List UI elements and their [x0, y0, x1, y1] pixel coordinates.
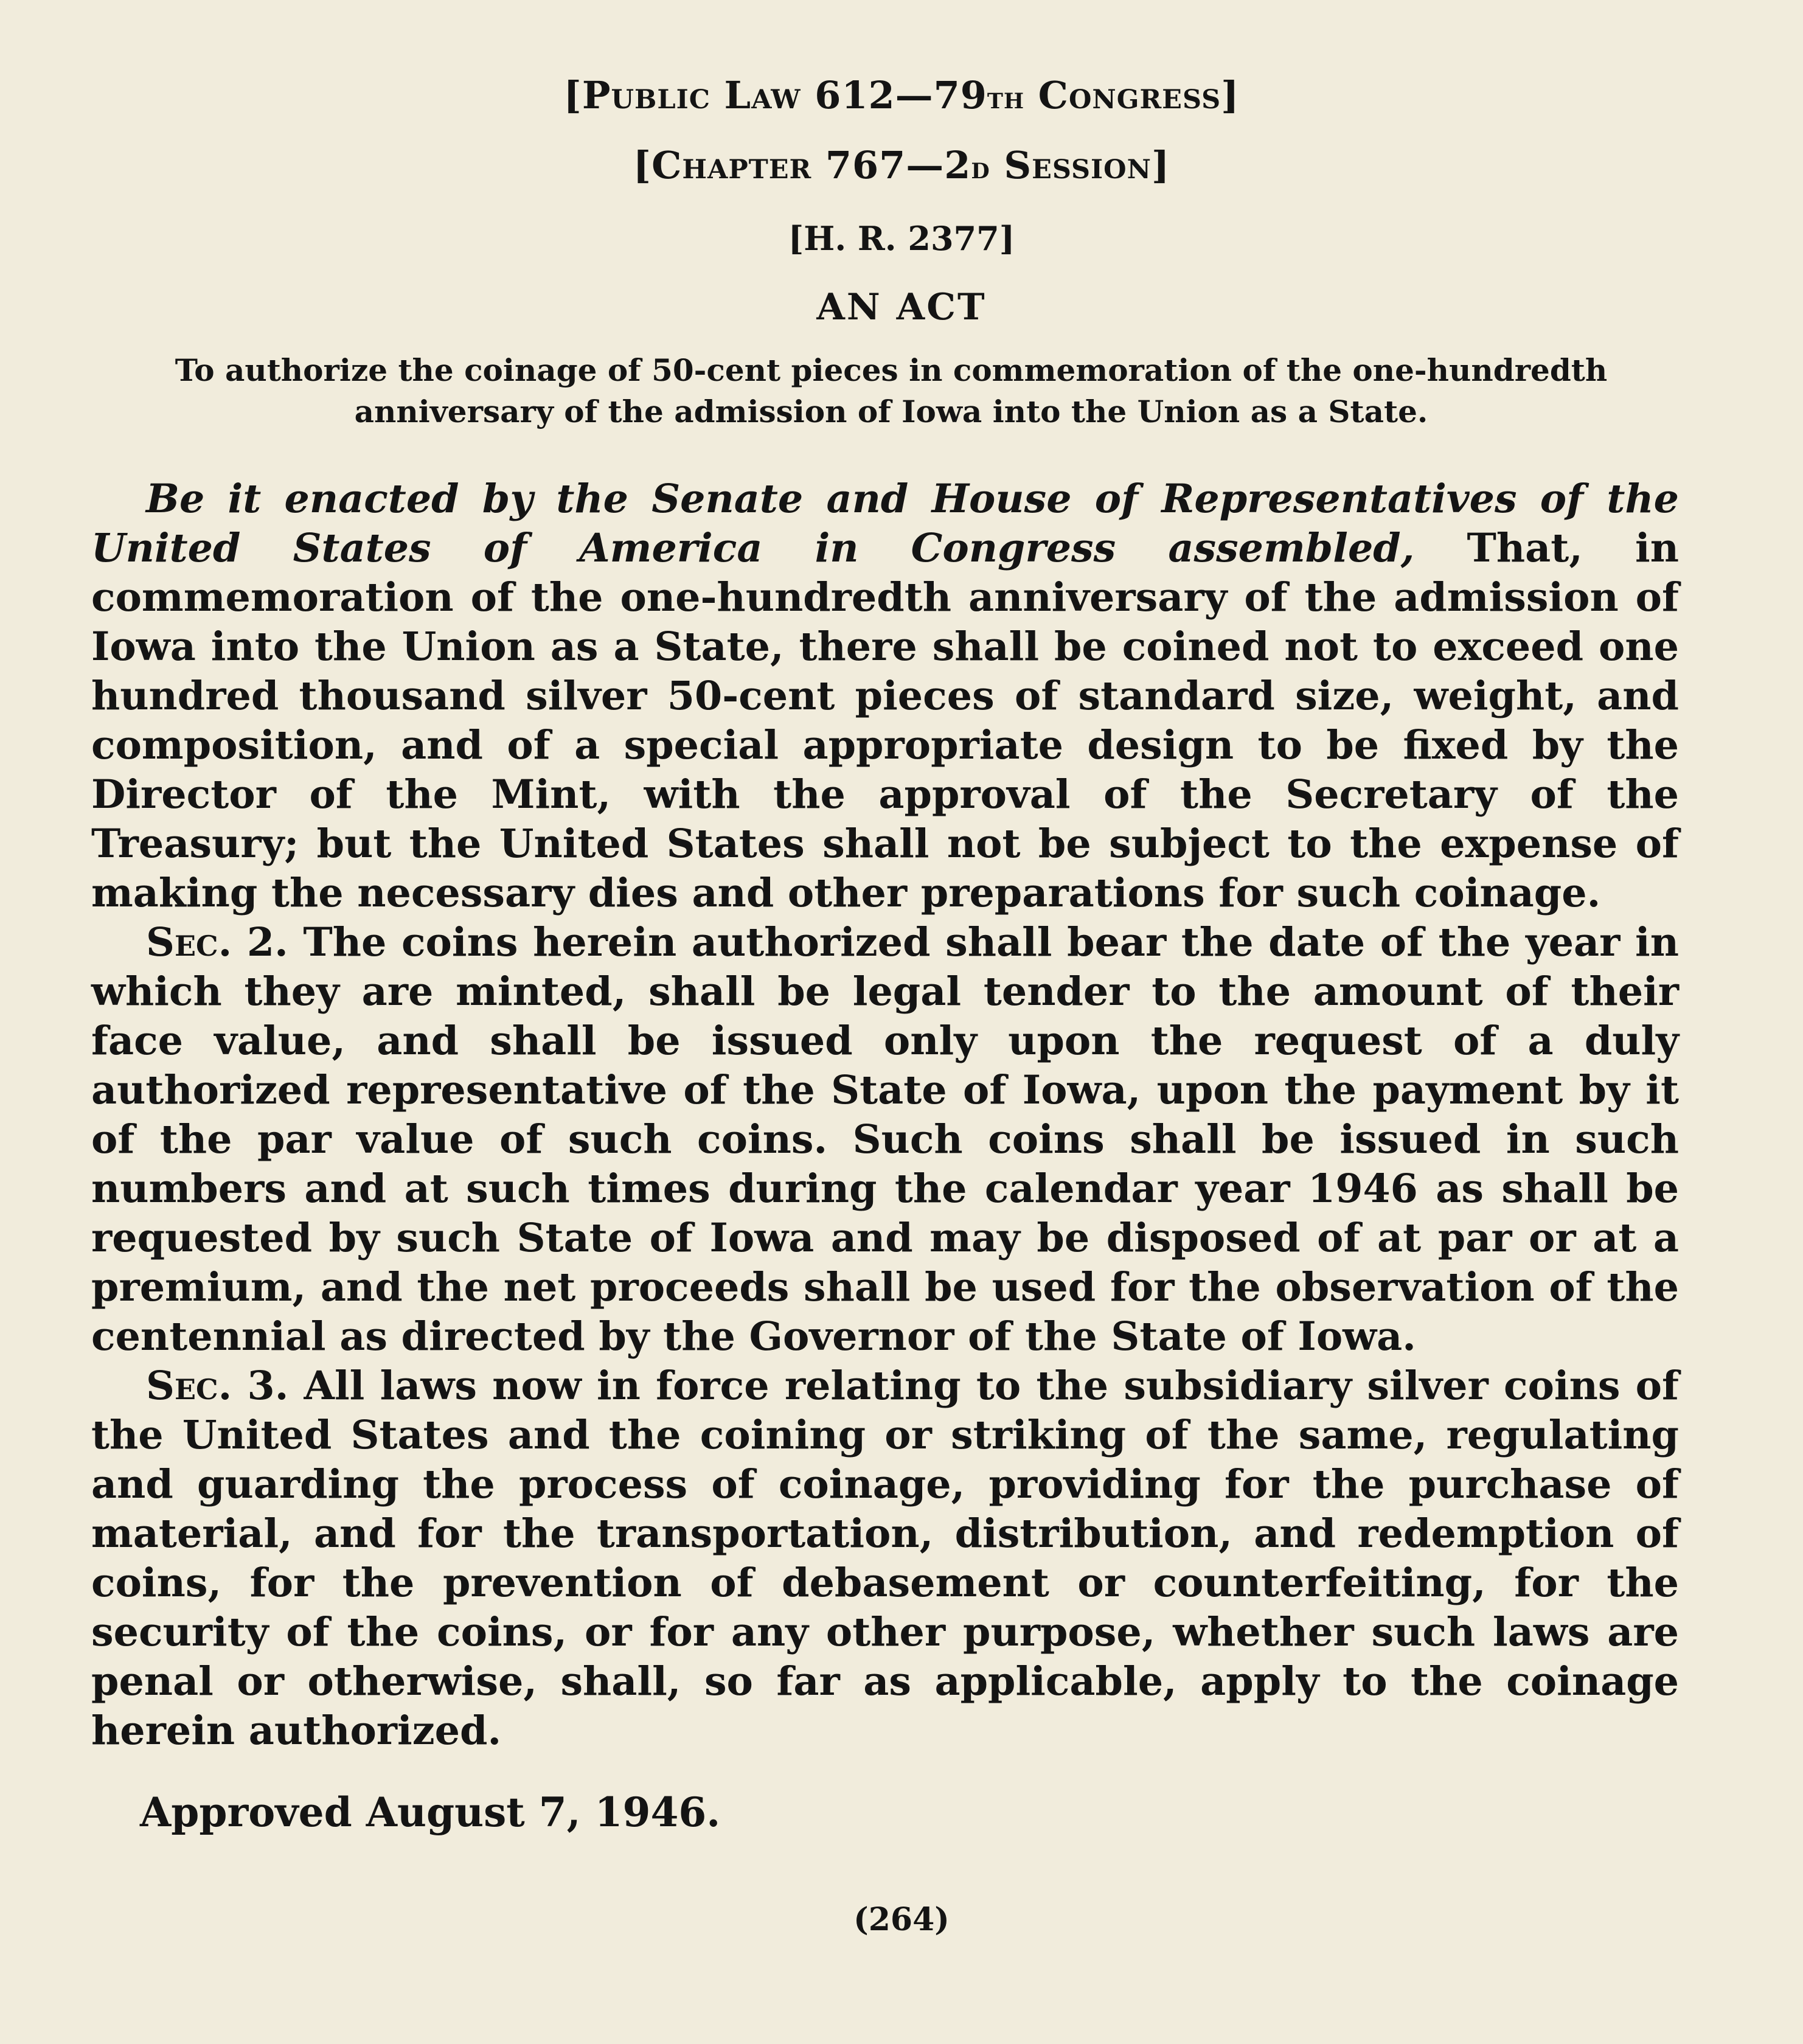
section-1-text: That, in commemoration of the one-hundredth anniversary of the admission of Iowa into the Union as a State, there shall be coined not to exceed one hundred thousand silver 50-cent pieces of standard size, weight, and composition, and of a special appropriate design to be fixed by the Director of the Mint, with the approval of the Secretary of the Treasury; but the United States shall not be subject to the expense of making the necessary dies and other preparations for such coinage. [91, 525, 1680, 916]
enacting-clause: Be it enacted by the Senate and House of Representatives of the United States of America in Congress assembled, [91, 476, 1679, 571]
session-label: Session [990, 143, 1152, 187]
act-purpose: To authorize the coinage of 50-cent pieces in commemoration of the one-hundredth anniversary of the admission of Iowa into the Union as a State. [175, 352, 1608, 429]
public-law-heading [0, 73, 1803, 117]
chapter-heading [0, 143, 1803, 187]
bracket: [ [563, 73, 582, 117]
bracket: ] [1151, 143, 1170, 187]
ordinal-suffix: th [987, 80, 1025, 116]
act-title: AN ACT [816, 286, 987, 328]
section-1 [91, 474, 1679, 918]
section-3 [91, 1361, 1679, 1756]
section-3-label: Sec. 3. [146, 1363, 289, 1409]
public-law-label: Public Law [582, 73, 801, 117]
section-3-text: All laws now in force relating to the subsidiary silver coins of the United States and the coining or striking of the same, regulating and guarding the process of coinage, providing for the purchase of material, and for the transportation, distribution, and redemption of coins, for the prevention of debasement or counterfeiting, for the security of the coins, or for any other purpose, whether such laws are penal or otherwise, shall, so far as applicable, apply to the coinage herein authorized. [91, 1363, 1680, 1754]
bill-number: [H. R. 2377] [788, 219, 1015, 258]
approval-date: Approved August 7, 1946. [140, 1788, 721, 1836]
section-2-text: The coins herein authorized shall bear the date of the year in which they are minted, shall be legal tender to the amount of their face value, and shall be issued only upon the request of a duly authorized representative of the State of Iowa, upon the payment by it of the par value of such coins. Such coins shall be issued in such numbers and at such times during the calendar year 1946 as shall be requested by such State of Iowa and may be disposed of at par or at a premium, and the net proceeds shall be used for the observation of the centennial as directed by the Governor of the State of Iowa. [91, 919, 1679, 1360]
congress-label: Congress [1024, 73, 1221, 117]
section-2 [91, 918, 1679, 1361]
page-number: (264) [853, 1901, 950, 1938]
chapter-number: 767—2 [811, 143, 971, 187]
ordinal-suffix: d [971, 150, 990, 186]
section-2-label: Sec. 2. [146, 919, 288, 965]
bracket: [ [633, 143, 652, 187]
act-body [91, 474, 1679, 1756]
law-number: 612—79 [801, 73, 987, 117]
bracket: ] [1221, 73, 1240, 117]
chapter-label: Chapter [651, 143, 812, 187]
